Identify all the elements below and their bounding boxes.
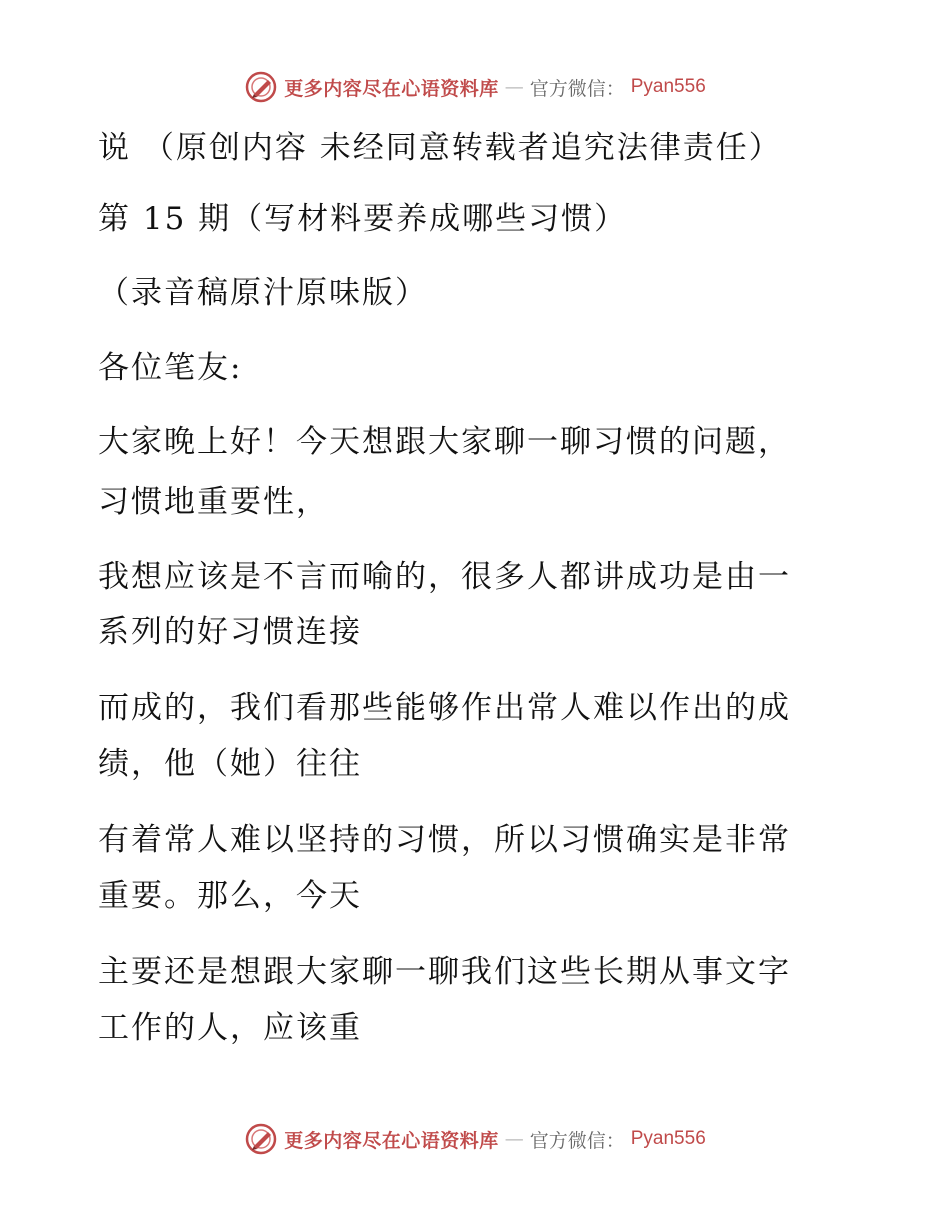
watermark-separator: — xyxy=(504,76,524,98)
watermark-wechat-id: Pyan556 xyxy=(630,1128,706,1149)
pen-logo-icon xyxy=(244,1122,278,1156)
text-line: 主要还是想跟大家聊一聊我们这些长期从事文字 xyxy=(98,954,791,990)
text-line: 重要。那么，今天 xyxy=(98,878,362,914)
watermark-main-text: 更多内容尽在心语资料库 xyxy=(284,1129,499,1152)
footer-watermark xyxy=(0,1122,950,1156)
text-line: 工作的人，应该重 xyxy=(98,1010,362,1046)
text-line: 绩，他（她）往往 xyxy=(98,746,362,782)
text-line: 说 （原创内容 未经同意转载者追究法律责任） xyxy=(98,130,782,166)
text-line: 大家晚上好！今天想跟大家聊一聊习惯的问题， xyxy=(98,424,791,460)
watermark-separator: — xyxy=(504,1128,524,1150)
text-line: 我想应该是不言而喻的，很多人都讲成功是由一 xyxy=(98,559,791,595)
watermark-sub-text: 官方微信： xyxy=(529,1129,625,1152)
text-line: 第 15 期（写材料要养成哪些习惯） xyxy=(98,201,628,237)
header-watermark xyxy=(0,70,950,104)
text-line: 各位笔友: xyxy=(98,350,243,386)
text-line: 而成的，我们看那些能够作出常人难以作出的成 xyxy=(98,690,791,726)
watermark-main-text: 更多内容尽在心语资料库 xyxy=(284,77,499,100)
pen-logo-icon xyxy=(244,70,278,104)
text-line: 系列的好习惯连接 xyxy=(98,614,362,650)
text-line: （录音稿原汁原味版） xyxy=(98,275,428,311)
watermark-wechat-id: Pyan556 xyxy=(630,76,706,97)
text-line: 有着常人难以坚持的习惯，所以习惯确实是非常 xyxy=(98,822,791,858)
watermark-sub-text: 官方微信： xyxy=(529,77,625,100)
text-line: 习惯地重要性， xyxy=(98,484,329,520)
